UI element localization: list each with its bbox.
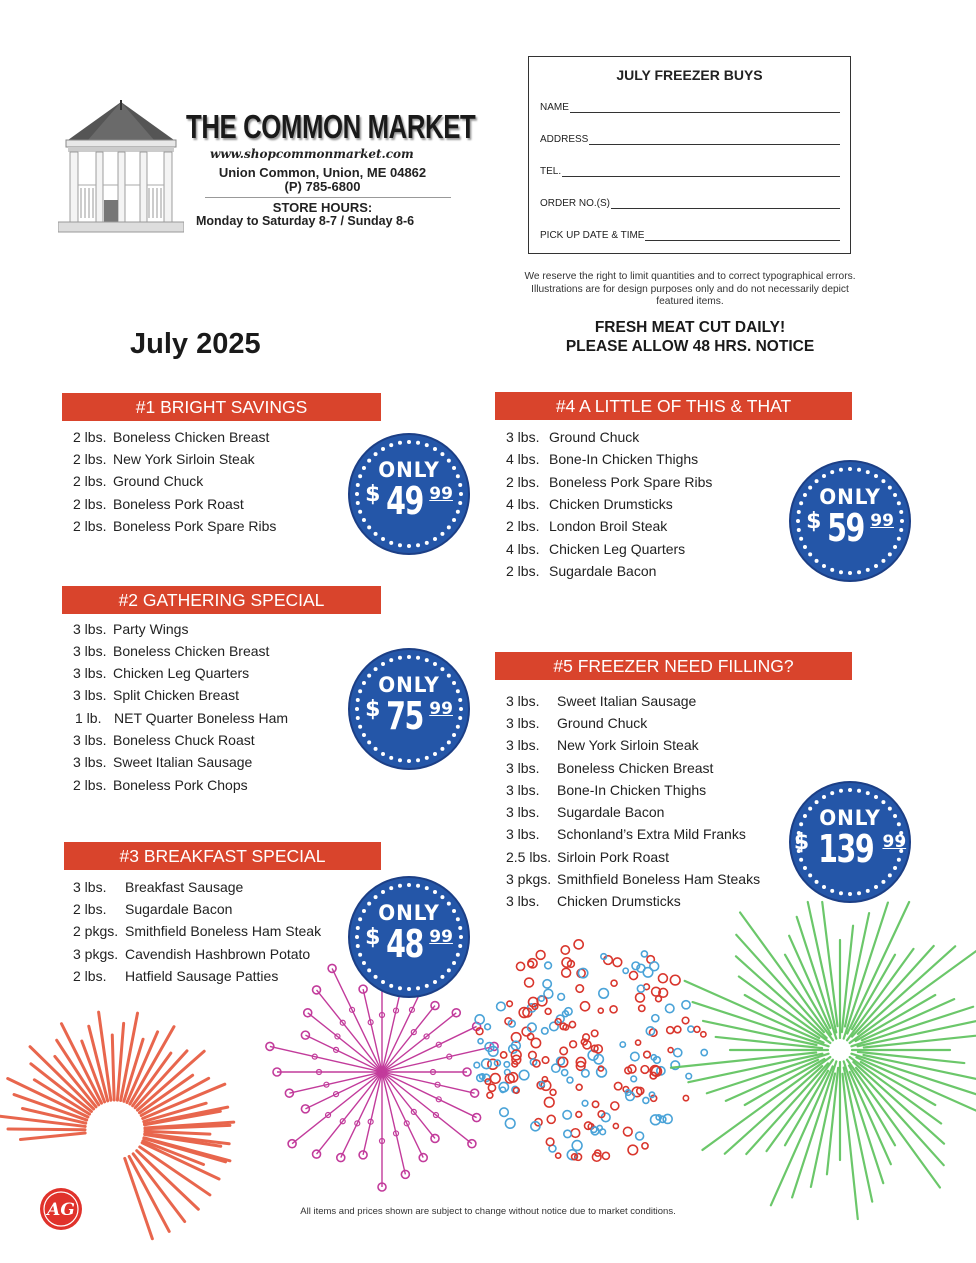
price-cents: 99 xyxy=(882,832,907,852)
list-item xyxy=(506,802,664,822)
store-hours: Monday to Saturday 8-7 / Sunday 8-6 xyxy=(196,214,415,228)
item-qty: 2.5 lbs. xyxy=(506,849,552,865)
price-currency: $ xyxy=(793,830,810,855)
item-name: Ground Chuck xyxy=(113,473,204,489)
store-street-address: Union Common, Union, ME 04862 xyxy=(218,165,427,180)
list-item xyxy=(73,944,310,964)
item-qty: 2 lbs. xyxy=(73,429,107,445)
item-qty: 3 lbs. xyxy=(73,643,107,659)
item-qty: 3 lbs. xyxy=(506,693,540,709)
item-qty: 4 lbs. xyxy=(506,541,540,557)
list-item xyxy=(506,713,647,733)
item-qty: 3 lbs. xyxy=(73,879,107,895)
item-qty: 3 lbs. xyxy=(506,893,540,909)
list-item xyxy=(73,471,203,491)
badge-price xyxy=(789,506,911,550)
item-qty: 2 pkgs. xyxy=(73,923,119,939)
price-badge-5 xyxy=(789,781,911,903)
list-item xyxy=(73,752,252,772)
badge-only-label: ONLY xyxy=(819,485,881,509)
item-qty: 2 lbs. xyxy=(73,901,107,917)
badge-price xyxy=(348,922,470,966)
list-item xyxy=(73,966,278,986)
item-qty: 4 lbs. xyxy=(506,496,540,512)
section-5-banner: #5 FREEZER NEED FILLING? xyxy=(495,652,852,680)
firework-red xyxy=(0,1012,234,1239)
list-item xyxy=(73,730,255,750)
field-label: ADDRESS xyxy=(540,134,589,145)
item-name: London Broil Steak xyxy=(549,518,668,534)
item-name: Chicken Leg Quarters xyxy=(113,665,250,681)
ag-logo-shape xyxy=(38,1186,84,1232)
item-qty: 2 lbs. xyxy=(506,518,540,534)
list-item xyxy=(73,899,232,919)
item-name: Smithfield Boneless Ham Steaks xyxy=(557,871,761,887)
price-currency: $ xyxy=(806,509,822,534)
list-item xyxy=(506,758,713,778)
store-phone: (P) 785-6800 xyxy=(284,179,361,194)
list-item xyxy=(73,516,276,536)
section-1-banner: #1 BRIGHT SAVINGS xyxy=(62,393,381,421)
fill-line[interactable] xyxy=(570,103,840,113)
badge-price xyxy=(348,479,470,523)
order-form-field-tel[interactable] xyxy=(540,166,840,177)
item-qty: 3 lbs. xyxy=(506,826,540,842)
badge-price xyxy=(348,694,470,738)
price-dollars: 49 xyxy=(386,479,424,523)
gazebo-logo-icon xyxy=(58,100,184,235)
item-qty: 4 lbs. xyxy=(506,451,540,467)
price-badge-3 xyxy=(348,876,470,998)
list-item xyxy=(506,847,669,867)
item-name: Party Wings xyxy=(113,621,189,637)
item-qty: 3 pkgs. xyxy=(73,946,119,962)
item-qty: 2 lbs. xyxy=(73,777,107,793)
section-4-banner: #4 A LITTLE OF THIS & THAT xyxy=(495,392,852,420)
store-name: THE COMMON MARKET xyxy=(186,108,476,145)
list-item xyxy=(73,663,249,683)
item-qty: 2 lbs. xyxy=(73,451,107,467)
price-cents: 99 xyxy=(870,511,894,531)
list-item xyxy=(73,921,321,941)
item-name: Boneless Pork Spare Ribs xyxy=(113,518,277,534)
item-name: Boneless Chicken Breast xyxy=(113,643,270,659)
list-item xyxy=(506,427,639,447)
list-item xyxy=(506,494,673,514)
month-title: July 2025 xyxy=(130,328,261,360)
price-badge-4 xyxy=(789,460,911,582)
ag-logo-text: AG xyxy=(47,1200,75,1220)
list-item xyxy=(506,561,656,581)
list-item xyxy=(73,775,248,795)
field-label: ORDER NO.(S) xyxy=(540,198,610,209)
badge-only-label: ONLY xyxy=(378,901,440,925)
item-name: Boneless Chicken Breast xyxy=(557,760,714,776)
list-item xyxy=(506,735,699,755)
item-name: Bone-In Chicken Thighs xyxy=(549,451,699,467)
list-item xyxy=(506,824,746,844)
price-dollars: 75 xyxy=(386,694,424,738)
item-qty: 3 lbs. xyxy=(506,804,540,820)
item-name: New York Sirloin Steak xyxy=(557,737,699,753)
item-name: Sweet Italian Sausage xyxy=(557,693,697,709)
item-name: Smithfield Boneless Ham Steak xyxy=(125,923,322,939)
item-name: Boneless Pork Roast xyxy=(113,496,244,512)
item-qty: 3 lbs. xyxy=(506,737,540,753)
firework-magenta xyxy=(266,964,498,1191)
price-dollars: 48 xyxy=(386,922,424,966)
item-qty: 3 lbs. xyxy=(506,429,540,445)
item-name: Breakfast Sausage xyxy=(125,879,244,895)
fresh-notice-line1: FRESH MEAT CUT DAILY! xyxy=(594,319,786,336)
list-item xyxy=(506,516,667,536)
price-currency: $ xyxy=(365,697,381,722)
item-qty: 3 lbs. xyxy=(73,687,107,703)
price-cents: 99 xyxy=(429,484,453,504)
price-dollars: 59 xyxy=(827,506,865,550)
field-label: PICK UP DATE & TIME xyxy=(540,230,645,241)
item-name: Chicken Drumsticks xyxy=(549,496,673,512)
fill-line[interactable] xyxy=(562,167,840,177)
list-item xyxy=(73,494,244,514)
list-item xyxy=(73,685,239,705)
item-name: Sugardale Bacon xyxy=(549,563,657,579)
item-qty: 2 lbs. xyxy=(73,968,107,984)
firework-red-blue xyxy=(474,940,707,1161)
list-item xyxy=(506,780,706,800)
field-label: NAME xyxy=(540,102,569,113)
fill-line[interactable] xyxy=(645,231,840,241)
list-item xyxy=(506,472,712,492)
item-name: Ground Chuck xyxy=(557,715,648,731)
list-item xyxy=(506,869,760,889)
item-name: Split Chicken Breast xyxy=(113,687,240,703)
price-cents: 99 xyxy=(429,699,453,719)
price-currency: $ xyxy=(365,925,381,950)
section-2-banner: #2 GATHERING SPECIAL xyxy=(62,586,381,614)
list-item xyxy=(506,449,698,469)
header-divider xyxy=(205,197,451,198)
list-item xyxy=(506,691,696,711)
section-3-banner: #3 BREAKFAST SPECIAL xyxy=(64,842,381,870)
order-form-title: JULY FREEZER BUYS xyxy=(616,67,763,83)
price-badge-1 xyxy=(348,433,470,555)
item-qty: 3 lbs. xyxy=(73,732,107,748)
order-form-field-name[interactable] xyxy=(540,102,840,113)
item-name: Chicken Leg Quarters xyxy=(549,541,686,557)
item-name: Sirloin Pork Roast xyxy=(557,849,670,865)
item-qty: 3 lbs. xyxy=(73,621,107,637)
order-form xyxy=(528,56,851,254)
item-qty: 2 lbs. xyxy=(506,474,540,490)
item-qty: 2 lbs. xyxy=(73,518,107,534)
badge-only-label: ONLY xyxy=(819,806,881,830)
store-url: www.shopcommonmarket.com xyxy=(210,147,414,161)
footer-disclaimer: All items and prices shown are subject to change without notice due to market conditions. xyxy=(300,1206,676,1217)
badge-price xyxy=(789,827,911,871)
price-cents: 99 xyxy=(429,927,453,947)
list-item xyxy=(506,539,685,559)
item-name: Bone-In Chicken Thighs xyxy=(557,782,707,798)
order-form-field-address[interactable] xyxy=(540,134,840,145)
fill-line[interactable] xyxy=(611,199,840,209)
list-item xyxy=(506,891,681,911)
order-form-field-order-no[interactable] xyxy=(540,198,840,209)
item-name: Hatfield Sausage Patties xyxy=(125,968,279,984)
item-name: Ground Chuck xyxy=(549,429,640,445)
store-hours-label: STORE HOURS: xyxy=(272,200,373,215)
item-qty: 3 lbs. xyxy=(506,760,540,776)
item-name: Sugardale Bacon xyxy=(557,804,665,820)
list-item xyxy=(73,877,243,897)
list-item xyxy=(73,641,269,661)
item-qty: 3 lbs. xyxy=(73,665,107,681)
item-qty: 3 pkgs. xyxy=(506,871,552,887)
price-badge-2 xyxy=(348,648,470,770)
item-name: New York Sirloin Steak xyxy=(113,451,255,467)
item-name: Boneless Chicken Breast xyxy=(113,429,270,445)
fresh-notice xyxy=(520,318,860,356)
fresh-notice-line2: PLEASE ALLOW 48 HRS. NOTICE xyxy=(565,338,815,355)
list-item xyxy=(73,427,269,447)
list-item xyxy=(73,449,255,469)
item-qty: 3 lbs. xyxy=(506,715,540,731)
fill-line[interactable] xyxy=(589,135,840,145)
list-item xyxy=(73,619,188,639)
list-item xyxy=(73,708,288,728)
item-qty: 2 lbs. xyxy=(73,496,107,512)
item-qty: 2 lbs. xyxy=(506,563,540,579)
item-name: Boneless Pork Spare Ribs xyxy=(549,474,713,490)
ag-logo-icon xyxy=(38,1186,84,1232)
item-name: Schonland’s Extra Mild Franks xyxy=(557,826,746,842)
item-name: Sweet Italian Sausage xyxy=(113,754,253,770)
item-qty: 1 lb. xyxy=(75,710,102,726)
store-address xyxy=(205,166,440,194)
item-qty: 3 lbs. xyxy=(506,782,540,798)
badge-only-label: ONLY xyxy=(378,458,440,482)
item-qty: 3 lbs. xyxy=(73,754,107,770)
disclaimer: We reserve the right to limit quantities and to correct typographical errors. Illustrations are for design purposes only and do not necessarily depict featured items. xyxy=(524,271,856,307)
item-name: Boneless Chuck Roast xyxy=(113,732,255,748)
item-qty: 2 lbs. xyxy=(73,473,107,489)
field-label: TEL. xyxy=(540,166,562,177)
price-currency: $ xyxy=(365,482,381,507)
item-name: Cavendish Hashbrown Potato xyxy=(125,946,311,962)
item-name: Boneless Pork Chops xyxy=(113,777,248,793)
item-name: Chicken Drumsticks xyxy=(557,893,681,909)
item-name: Sugardale Bacon xyxy=(125,901,233,917)
firework-green xyxy=(671,902,976,1219)
order-form-field-pickup[interactable] xyxy=(540,230,840,241)
badge-only-label: ONLY xyxy=(378,673,440,697)
price-dollars: 139 xyxy=(818,827,874,871)
item-name: NET Quarter Boneless Ham xyxy=(114,710,289,726)
